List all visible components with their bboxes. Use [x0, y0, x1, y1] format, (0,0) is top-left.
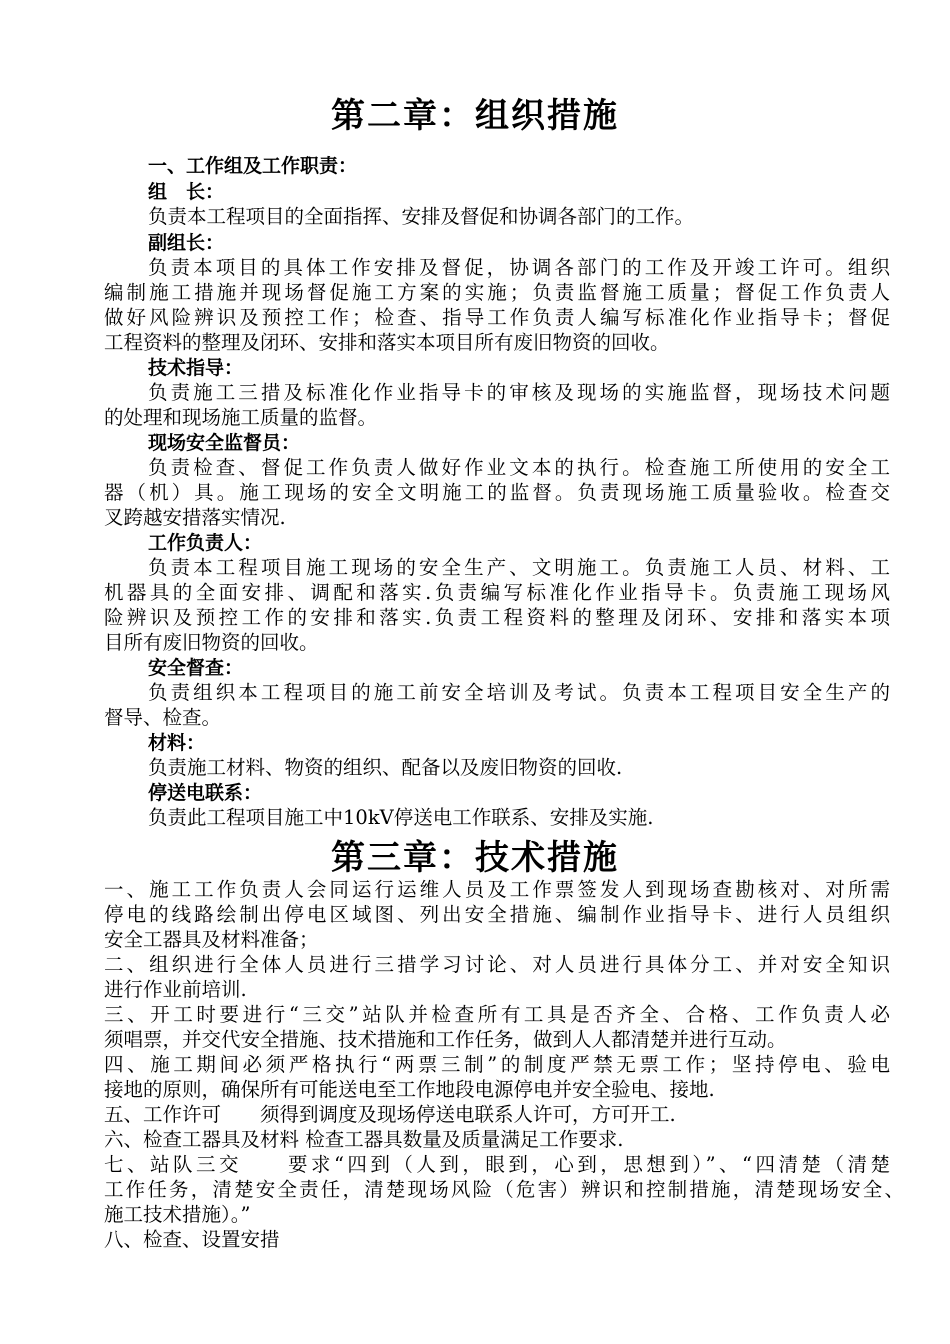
role-title-safety-inspection: 安全督查：	[148, 657, 244, 679]
role-desc-line: 做好风险辨识及预控工作；检查、指导工作负责人编写标准化作业指导卡；督促	[104, 306, 890, 329]
measure-line: 一、施工工作负责人会同运行运维人员及工作票签发人到现场查勘核对、对所需	[104, 878, 890, 901]
role-title-materials: 材料：	[148, 732, 206, 754]
role-desc-line: 叉跨越安措落实情况.	[104, 506, 286, 529]
role-desc-line: 负责施工材料、物资的组织、配备以及废旧物资的回收.	[148, 756, 623, 779]
measure-line: 停电的线路绘制出停电区域图、列出安全措施、编制作业指导卡、进行人员组织	[104, 903, 890, 926]
role-desc-line: 机器具的全面安排、调配和落实.负责编写标准化作业指导卡。负责施工现场风	[104, 581, 890, 604]
measure-line: 施工技术措施）。”	[104, 1203, 251, 1226]
role-title-work-leader: 工作负责人：	[148, 532, 263, 554]
measure-line: 五、工作许可 须得到调度及现场停送电联系人许可，方可开工.	[104, 1103, 676, 1126]
role-desc-line: 负责本工程项目施工现场的安全生产、文明施工。负责施工人员、材料、工	[148, 556, 890, 579]
role-desc-line: 督导、检查。	[104, 706, 222, 729]
role-desc-line: 负责本工程项目的全面指挥、安排及督促和协调各部门的工作。	[148, 205, 695, 228]
measure-line: 三、开工时要进行“三交”站队并检查所有工具是否齐全、合格、工作负责人必	[104, 1003, 890, 1026]
measure-line: 八、检查、设置安措	[104, 1228, 280, 1251]
measure-line: 接地的原则，确保所有可能送电至工作地段电源停电并安全验电、接地.	[104, 1078, 715, 1101]
measure-line: 须唱票，并交代安全措施、技术措施和工作任务，做到人人都清楚并进行互动。	[104, 1028, 787, 1051]
role-desc-line: 险辨识及预控工作的安排和落实.负责工程资料的整理及闭环、安排和落实本项	[104, 606, 890, 629]
chapter-2-title: 第二章：组织措施	[331, 96, 619, 136]
role-desc-line: 工程资料的整理及闭环、安排和落实本项目所有废旧物资的回收。	[104, 331, 670, 354]
measure-line: 安全工器具及材料准备；	[104, 928, 319, 951]
role-desc-line: 负责本项目的具体工作安排及督促，协调各部门的工作及开竣工许可。组织	[148, 256, 890, 279]
role-desc-line: 负责施工三措及标准化作业指导卡的审核及现场的实施监督，现场技术问题	[148, 381, 890, 404]
chapter-3-title: 第三章：技术措施	[331, 838, 619, 878]
section-1-heading: 一、工作组及工作职责：	[148, 155, 358, 177]
measure-line: 七、站队三交 要求“四到（人到，眼到，心到，思想到）”、“四清楚（清楚	[104, 1153, 890, 1176]
role-desc-line: 负责组织本工程项目的施工前安全培训及考试。负责本工程项目安全生产的	[148, 681, 890, 704]
role-desc-line: 目所有废旧物资的回收。	[104, 631, 319, 654]
role-title-leader: 组 长：	[148, 181, 225, 203]
role-title-power-contact: 停送电联系：	[148, 782, 263, 804]
role-title-deputy-leader: 副组长：	[148, 232, 225, 254]
role-desc-line: 负责此工程项目施工中10kV停送电工作联系、安排及实施.	[148, 806, 654, 829]
measure-line: 工作任务，清楚安全责任，清楚现场风险（危害）辨识和控制措施，清楚现场安全、	[104, 1178, 904, 1201]
role-title-safety-supervisor: 现场安全监督员：	[148, 432, 301, 454]
measure-line: 六、检查工器具及材料 检查工器具数量及质量满足工作要求.	[104, 1128, 624, 1151]
role-desc-line: 的处理和现场施工质量的监督。	[104, 406, 378, 429]
measure-line: 二、组织进行全体人员进行三措学习讨论、对人员进行具体分工、并对安全知识	[104, 953, 890, 976]
measure-line: 四、施工期间必须严格执行“两票三制”的制度严禁无票工作；坚持停电、验电	[104, 1053, 890, 1076]
role-desc-line: 器（机）具。施工现场的安全文明施工的监督。负责现场施工质量验收。检查交	[104, 481, 890, 504]
role-desc-line: 负责检查、督促工作负责人做好作业文本的执行。检查施工所使用的安全工	[148, 456, 890, 479]
role-title-tech-guide: 技术指导：	[148, 357, 244, 379]
measure-line: 进行作业前培训.	[104, 978, 247, 1001]
role-desc-line: 编制施工措施并现场督促施工方案的实施；负责监督施工质量；督促工作负责人	[104, 281, 890, 304]
